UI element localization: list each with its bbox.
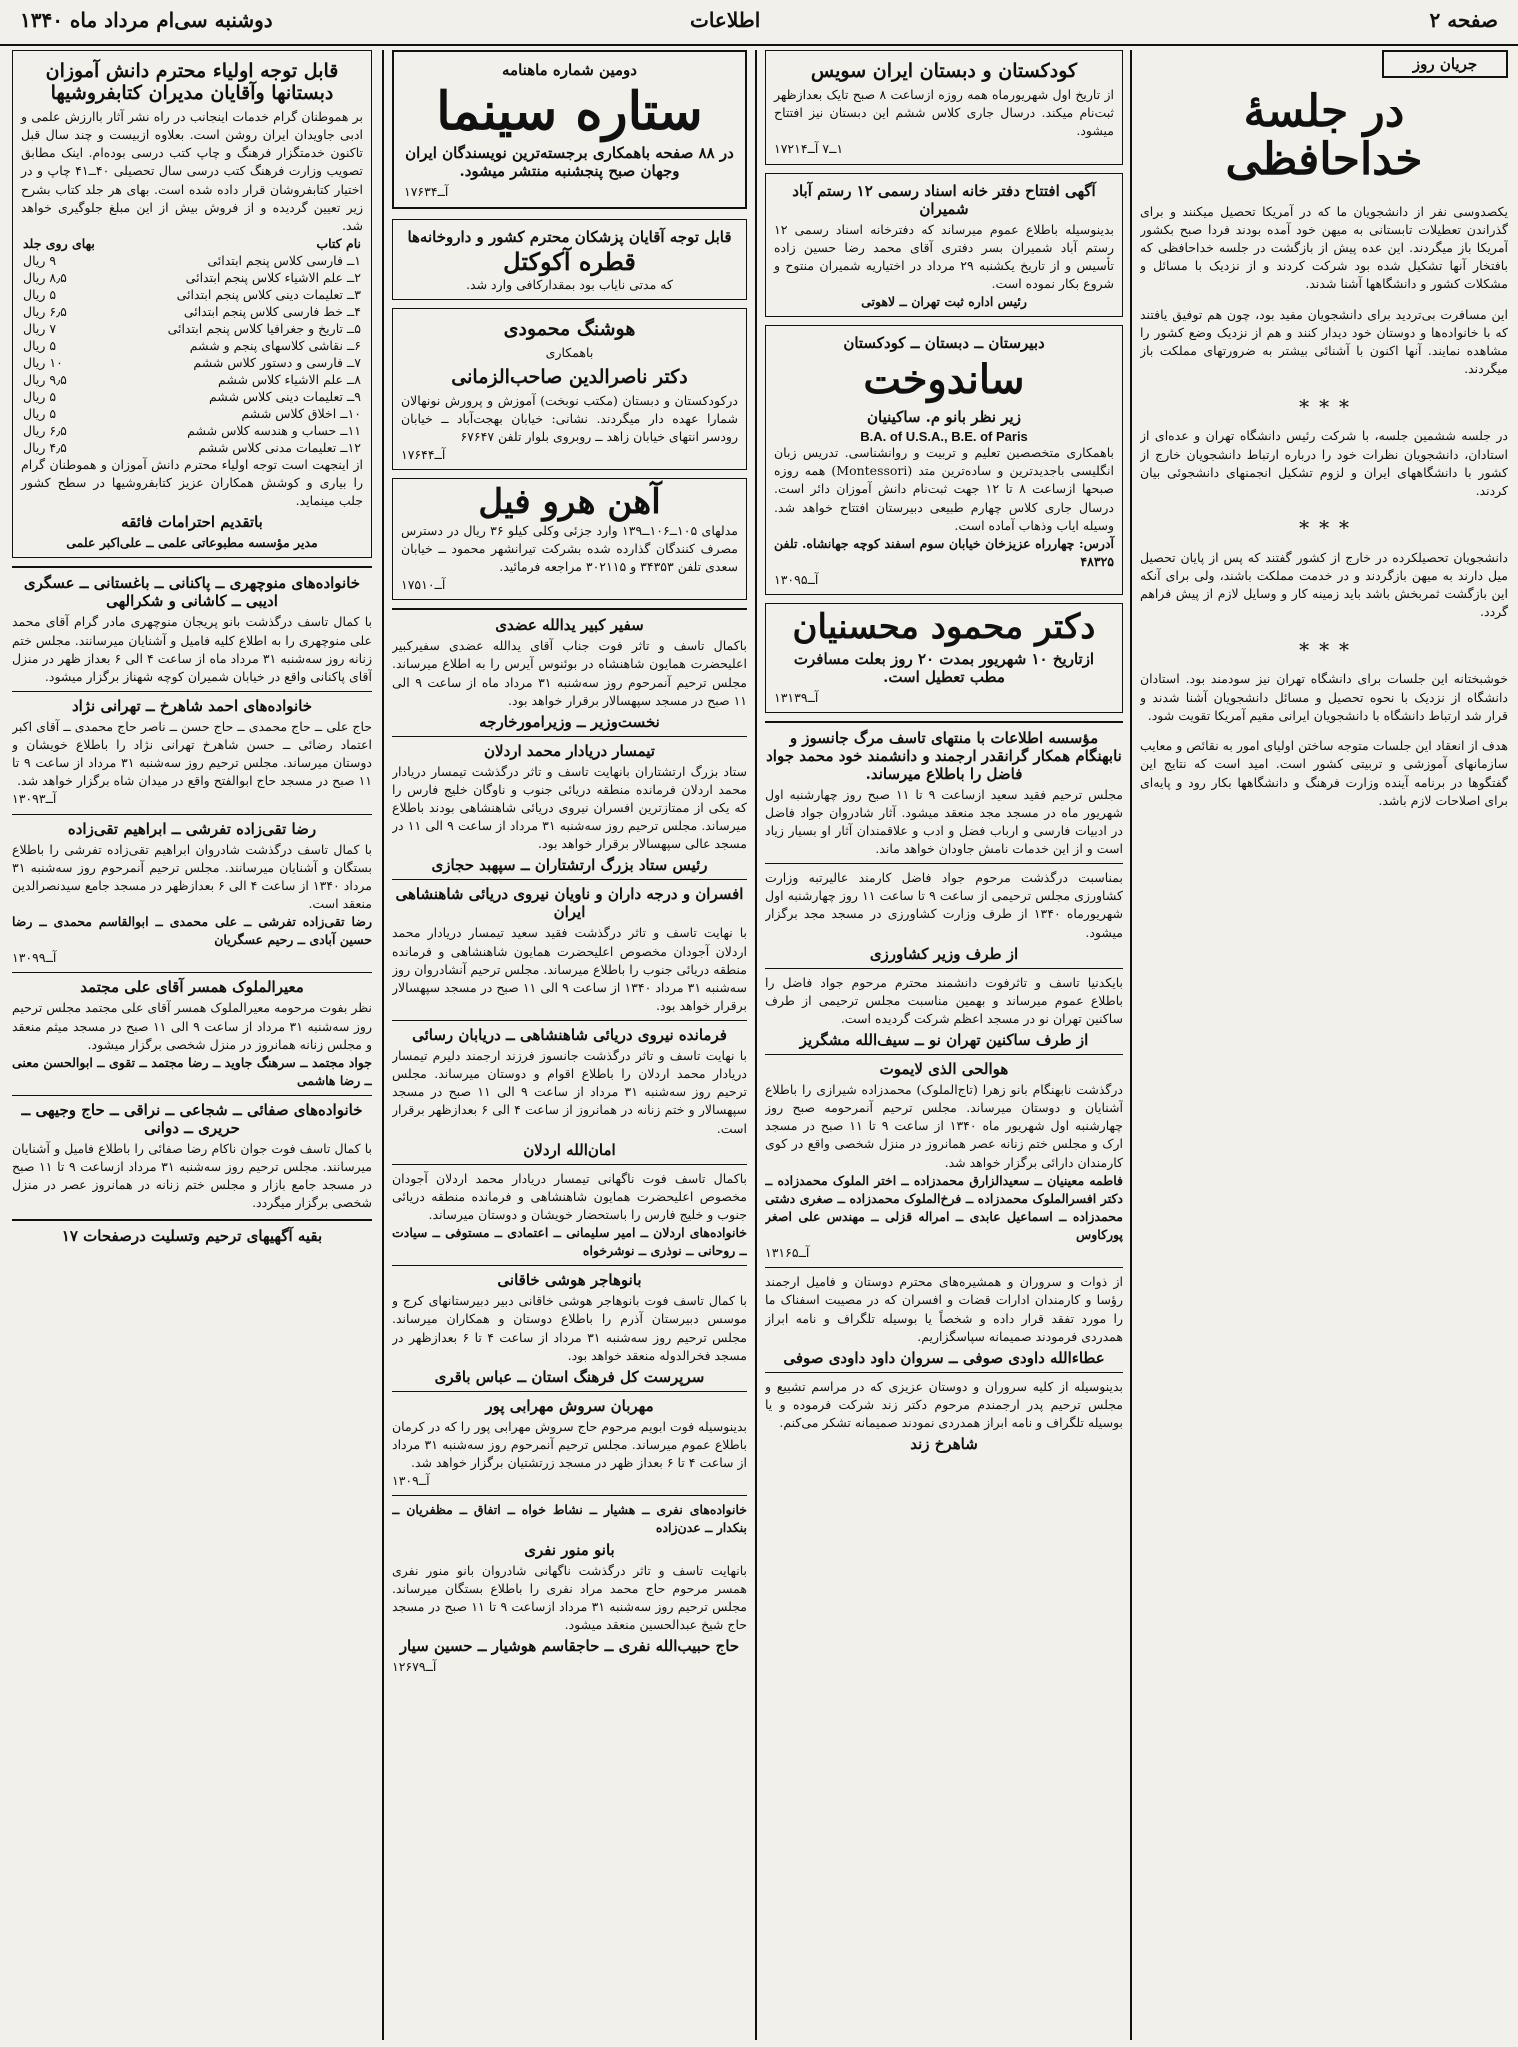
divider: [392, 736, 747, 737]
page-number: صفحه ۲: [1429, 8, 1498, 32]
ad-signature: رئیس اداره ثبت تهران ــ لاهوتی: [861, 294, 1027, 309]
ad-body: در ۸۸ صفحه باهمکاری برجسته‌ترین نویسندگان ایران وجهان صبح پنجشنبه منتشر میشود.: [405, 144, 734, 181]
obituary: [12, 978, 372, 1090]
continued-notice: بقیه آگهیهای ترحیم وتسلیت درصفحات ۱۷: [61, 1226, 323, 1245]
column-header-price: بهای روی جلد: [23, 235, 95, 251]
obituary-names: خانواده‌های اردلان ــ امیر سلیمانی ــ اعتمادی ــ مستوفی ــ سیادت ــ روحانی ــ نوذری ــ نوشرخواه: [392, 1225, 747, 1259]
obituary-body: بانهایت تاسف و تاثر درگذشت ناگهانی شادروان بانو منور نفری همسر مرحوم حاج محمد مراد نفری را باطلاع بستگان میرساند. مجلس ترحیم روز سه‌شنبه ۳۱ مرداد ازساعت ۹ تا ۱۱ صبح در مسجد حاج شیخ عبدالحسین منعقد میشود.: [392, 1562, 747, 1632]
book-price: ۷ ریال: [23, 320, 57, 336]
book-name: ۴ــ خط فارسی کلاس پنجم ابتدائی: [183, 303, 361, 319]
obituary: [392, 885, 747, 1015]
ad-signature: مدیر مؤسسه مطبوعاتی علمی ــ علی‌اکبر علمی: [66, 535, 318, 551]
book-price: ۵ ریال: [23, 337, 57, 353]
obituary-sign: رئیس ستاد بزرگ ارتشتاران ــ سپهبد حجازی: [431, 856, 708, 875]
obituary-body: با کمال تاسف فوت بانوهاجر هوشی خاقانی دبیر دبیرستانهای کرج و موسس دبیرستان آذرم را باطلاع دوستان و همکاران میرساند. مجلس ترحیم روز سه‌شنبه ۳۱ مرداد از ساعت ۴ تا ۶ بعدازظهر در مسجد فخرالدوله منعقد خواهد بود.: [392, 1293, 747, 1363]
book-price: ۵ ریال: [23, 286, 57, 302]
table-row: [21, 269, 363, 286]
obituary: [392, 1397, 747, 1491]
divider: [392, 1391, 747, 1392]
editorial-paragraph: خوشبختانه این جلسات برای دانشگاه تهران نیز سودمند بود. استادان دانشگاه از نزدیک با نحوه تحصیل و مسائل دانشجویان آشنا شدند و قرار شد ارتباط دانشگاه با دانشجویان ایرانی مقیم آمریکا تقویت شود.: [1140, 671, 1508, 723]
obituary-title: مؤسسه اطلاعات با منتهای تاسف مرگ جانسوز و نابهنگام همکار گرانقدر ارجمند و دانشمند خود محمد جواد فاضل را باطلاع میرساند.: [766, 728, 1122, 783]
ad-body: از اینجهت است توجه اولیاء محترم دانش آموزان و هموطنان گرام را بیاری و کوشش همکاران عزیز کتابفروشیها در سطح کشور جلب مینماید.: [21, 456, 363, 509]
obituary-code: آــ۱۳۱۶۵: [765, 1245, 810, 1261]
ad-signature: باتقدیم احترامات فائقه: [121, 513, 263, 532]
divider: [392, 879, 747, 880]
book-rows: [21, 252, 363, 456]
table-row: [21, 388, 363, 405]
book-name: ۸ــ علم الاشیاء کلاس ششم: [218, 371, 361, 387]
obituary-body: با کمال تاسف فوت جوان ناکام رضا صفائی را باطلاع فامیل و آشنایان میرسانند. مجلس ترحیم روز سه‌شنبه ۳۱ مرداد ازساعت ۹ تا ۱۱ صبح در مسجد جامع بازار و مجلس ختم زنانه در همانروز عصر در منزل شخصی برگزار میگردد.: [12, 1141, 372, 1211]
column-editorial: [1140, 50, 1508, 822]
obituary-code: آــ۱۳۰۹۹: [12, 950, 57, 966]
ad-body: که مدتی نایاب بود بمقدارکافی وارد شد.: [466, 276, 673, 292]
ad-title: قابل توجه اولیاء محترم دانش آموزان دبستانها وآقایان مدیران کتابفروشیها: [45, 60, 339, 104]
column-ads-middle: [392, 50, 747, 1676]
obituary-names: خانواده‌های نفری ــ هشیار ــ نشاط خواه ــ اتفاق ــ مظفریان ــ بنکدار ــ عدن‌زاده: [392, 1502, 747, 1536]
obituary-body: بدینوسیله فوت ابویم مرحوم حاج سروش مهرابی پور را که در کرمان باطلاع عموم میرساند. مجلس ترحیم آنمرحوم روز سه‌شنبه ۳۱ مرداد از ساعت ۴ تا ۶ بعداز ظهر در مسجد زرتشتیان برگزار خواهد شد.: [392, 1418, 747, 1471]
book-name: ۹ــ تعلیمات دینی کلاس ششم: [208, 388, 361, 404]
divider: [765, 863, 1123, 864]
book-price: ۸٫۵ ریال: [23, 269, 67, 285]
obituary-title: مهربان سروش مهرابی پور: [485, 1396, 654, 1415]
obituary-body: بایکدنیا تاسف و تاثرفوت دانشمند محترم مرحوم جواد فاضل را باطلاع عموم میرساند و بهمین مناسبت مجلس ترحیمی از طرف ساکنین تهران نو در مسجد اعظم شرکت گردیده است.: [765, 974, 1123, 1026]
obituary-body: بدینوسیله از کلیه سروران و دوستان عزیزی که در مراسم تشییع و مجلس ترحیم پدر ارجمندم مرحوم دکتر زند شرکت فرموده و یا بوسیله تلگراف و نامه ابراز همدردی نمودند صمیمانه تشکر می‌کنم.: [765, 1378, 1123, 1431]
table-row: [21, 439, 363, 456]
book-price: ۶٫۵ ریال: [23, 422, 67, 438]
obituary-body: درگذشت نابهنگام بانو زهرا (تاج‌الملوک) محمدزاده شیرازی را باطلاع آشنایان و دوستان میرساند. مجلس ترحیم آنمرحومه صبح روز چهارشنبه اول شهریور ماه ۱۳۴۰ از ساعت ۹ تا ۱۱ صبح در مسجد ارک و مجلس ختم زنانه عصر همانروز در منزل شخصی واقع در کوی کارمندان دارائی برگزار خواهد شد.: [765, 1082, 1123, 1170]
column-divider: [382, 50, 384, 2040]
obituary: [12, 1101, 372, 1213]
editorial-paragraph: این مسافرت بی‌تردید برای دانشجویان مفید بود، چون هم توفیق یافتند که با خانواده‌ها و دوستان خود دیدار کنند و هم از نزدیک وضع کشور را مشاهده نمایند. آنها اکنون با آشنائی بیشتر به ضرورتهای مملکت باز میگردند.: [1140, 306, 1508, 377]
ad-title: ساندوخت: [863, 356, 1025, 404]
obituary-title: خانواده‌های منوچهری ــ پاکنانی ــ باغستانی ــ عسگری ادیبی ــ کاشانی و شکرالهی: [23, 574, 361, 611]
divider: [765, 721, 1123, 723]
obituary-body: با کمال تاسف درگذشت شادروان ابراهیم تقی‌زاده تفرشی را باطلاع بستگان و آشنایان میرسانند. مجلس ترحیم آنمرحوم روز سه‌شنبه ۳۱ مرداد ۱۳۴۰ از ساعت ۴ الی ۶ بعدازظهر در مسجد جامع سیدنصرالدین منعقد است.: [12, 841, 372, 911]
ad-body: ازتاریخ ۱۰ شهریور بمدت ۲۰ روز بعلت مسافرت مطب تعطیل است.: [793, 649, 1095, 686]
obituary: [392, 1271, 747, 1386]
divider: [765, 1054, 1123, 1055]
table-row: [21, 337, 363, 354]
obituary-sign: امان‌الله اردلان: [523, 1140, 616, 1159]
column-divider: [755, 50, 757, 2040]
ad-magazine: [392, 50, 747, 209]
book-price: ۹٫۵ ریال: [23, 371, 67, 387]
obituary-code: آــ۱۳۰۹: [392, 1473, 430, 1489]
ad-body: درکودکستان و دبستان (مکتب نوبخت) آموزش و پرورش نونهالان شمارا عهده دار میگردند. نشانی: خیابان بهجت‌آباد ــ خیابان رودسر انتهای خیابان زاهد ــ روبروی بلوار تلفن ۶۷۶۴۷: [401, 392, 738, 445]
obituary-body: از ذوات و سروران و همشیره‌های محترم دوستان و فامیل ارجمند رؤسا و کارمندان ادارات قضات و افسران که در مصیبت اسفناک ما را مورد تفقد قرار داده و شخصاً یا بوسیله تلگراف و نامه ابراز همدردی فرمودند صمیمانه سپاسگزاریم.: [765, 1274, 1123, 1344]
obituary-sign: حاج حبیب‌الله نفری ــ حاجقاسم هوشیار ــ حسین سیار: [399, 1637, 740, 1656]
table-header-row: [21, 235, 363, 252]
ad-body: بدینوسیله باطلاع عموم میرساند که دفترخانه اسناد رسمی ۱۲ رستم آباد شمیران بسر دفتری آقای محمد رضا حسین زاده تأسیس و از تاریخ یکشنبه ۲۹ مرداد در اختیاریه شمیران منتوح و شروع بکار نموده است.: [774, 221, 1114, 291]
table-row: [21, 405, 363, 422]
ad-body: مدلهای ۱۰۵ــ۱۰۶ــ۱۳۹ وارد جزئی وکلی کیلو ۳۶ ریال در دسترس مصرف کنندگان گذارده شده بشرکت تیرانشهر محمود ــ خیابان سعدی تلفن ۳۴۳۵۳ و ۳۰۲۱۱۵ مراجعه فرمائید.: [401, 522, 738, 575]
editorial-paragraph: در جلسه ششمین جلسه، با شرکت رئیس دانشگاه تهران و عده‌ای از استادان، دانشجویان نظرات خود را درباره ارتباط دانشجویان خارج از کشور با دانشگاههای ایران و لزوم تشکیل انجمنهای دانشجوئی بیان کردند.: [1140, 428, 1508, 498]
obituary-code: آــ۱۳۰۹۳: [12, 791, 57, 807]
obituary-title: بانو منور نفری: [524, 1540, 615, 1559]
book-price: ۹ ریال: [23, 252, 57, 268]
divider: [392, 1164, 747, 1165]
ad-product: قطره آکوکتل: [503, 247, 636, 277]
ad-doctor: [765, 603, 1123, 713]
table-row: [21, 354, 363, 371]
ad-code: آــ۱۳۰۹۵: [774, 572, 819, 587]
obituary-body: با کمال تاسف درگذشت بانو پریجان منوچهری مادر گرام آقای محمد علی منوچهری را به اطلاع کلیه فامیل و آشنایان میرسانند. مجلس ختم زنانه روز سه‌شنبه ۳۱ مرداد ماه از ساعت ۴ الی ۶ بعداز ظهر در منزل آقای پاکنانی واقع در خیابان شمیران کوچه شهناز برگزار میشود.: [12, 614, 372, 684]
divider: [392, 1495, 747, 1496]
ad-address: آدرس: چهارراه عزیزخان خیابان سوم اسفند کوچه جهانشاه. تلفن ۴۸۳۲۵: [774, 535, 1114, 569]
obituary: [392, 1026, 747, 1159]
ad-body: باهمکاری متخصصین تعلیم و تربیت و روانشناسی. تدریس زبان انگلیسی باجدیدترین و ساده‌ترین متد (Montessori) همه روزه صبحها ازساعت ۸ تا ۱۲ جهت ثبت‌نام دانش آموزان دائر است. درسال جاری کلاس چهارم طبیعی دبیرستان افتتاح خواهد شد. وسیله ایاب وذهاب آماده است.: [774, 445, 1114, 533]
editorial-headline: در جلسهٔ خداحافظی: [1225, 86, 1423, 186]
ad-iron: [392, 478, 747, 600]
ad-title: دکتر محمود محسنیان: [792, 607, 1096, 648]
obituary: [392, 616, 747, 731]
column-ads-right: [765, 50, 1123, 1456]
obituary-sign: از طرف ساکنین تهران نو ــ سیف‌الله مشگریز: [799, 1031, 1089, 1050]
divider: [765, 968, 1123, 969]
ad-subtitle: زیر نظر بانو م. ساکینیان: [867, 408, 1021, 427]
book-name: ۶ــ نقاشی کلاسهای پنجم و ششم: [189, 337, 361, 353]
ad-school-swiss: [765, 50, 1123, 165]
obituary: [12, 697, 372, 809]
section-label-box: [1382, 50, 1508, 78]
table-row: [21, 252, 363, 269]
separator-stars: ∗ ∗ ∗: [1297, 512, 1351, 537]
obituary-sign: عطاءالله داودی صوفی ــ سروان داود داودی صوفی: [783, 1348, 1105, 1367]
ad-code: آــ۱۳۱۳۹: [774, 689, 819, 705]
obituary-title: فرمانده نیروی دریائی شاهنشاهی ــ دریابان رسائی: [412, 1026, 727, 1045]
obituary-body: حاج علی ــ حاج محمدی ــ حاج حسن ــ ناصر حاج محمدی ــ آقای اکبر اعتماد رضائی ــ حسن شاهرخ تهرانی نژاد را باطلاع خویشان و دوستان میرساند. مجلس ترحیم روز سه‌شنبه ۳۱ مرداد از ساعت ۹ تا ۱۱ صبح در مسجد حاج ابوالفتح واقع در میدان شاه برگزار خواهد شد.: [12, 718, 372, 789]
book-price: ۵ ریال: [23, 405, 57, 421]
ad-code: آــ۱۷۶۴۴: [401, 447, 446, 463]
obituary-title: معیرالملوک همسر آقای علی مجتمد: [80, 978, 304, 997]
ad-textbooks: [12, 50, 372, 558]
editorial-paragraph: یکصدوسی نفر از دانشجویان ما که در آمریکا تحصیل میکنند و برای گذراندن تعطیلات تابستانی به میهن خود آمده بودند فردا صبح بکشور آمریکا باز میگردند. این عده پیش از بازگشت در جلسه خداحافظی که بافتخار آنها تشکیل شده بود شرکت کردند و از نزدیک با مسائل و مشکلات کشور و دانشگاهها آشنا شدند.: [1140, 203, 1508, 292]
divider: [765, 1372, 1123, 1373]
column-divider: [1130, 50, 1132, 2040]
ad-title: هوشنگ محمودی: [503, 317, 636, 340]
date-line: دوشنبه سی‌ام مرداد ماه ۱۳۴۰: [20, 8, 273, 32]
ad-drops: [392, 219, 747, 300]
ad-code: آــ۱۷۶۳۴: [404, 184, 449, 200]
book-name: ۱۰ــ اخلاق کلاس ششم: [241, 405, 361, 421]
ad-title: آهن هرو فیل: [478, 482, 661, 523]
obituary-body: بمناسبت درگذشت مرحوم جواد فاضل کارمند عالیرتبه وزارت کشاورزی مجلس ترحیمی از ساعت ۹ تا ساعت ۱۱ روز چهارشنبه اول شهریورماه ۱۳۴۰ از طرف وزارت کشاورزی در مسجد مجد برگزار میشود.: [765, 870, 1123, 940]
obituary: [392, 742, 747, 875]
obituary-title: خانواده‌های احمد شاهرخ ــ تهرانی نژاد: [71, 696, 313, 715]
divider: [12, 1219, 372, 1221]
book-name: ۲ــ علم الاشیاء کلاس پنجم ابتدائی: [185, 269, 361, 285]
table-row: [21, 422, 363, 439]
table-row: [21, 286, 363, 303]
obituary: [765, 974, 1123, 1049]
obituary-sign: نخست‌وزیر ــ وزیرامورخارجه: [479, 712, 660, 731]
obituary-sign: سرپرست کل فرهنگ استان ــ عباس باقری: [434, 1367, 705, 1386]
separator-stars: ∗ ∗ ∗: [1297, 633, 1351, 658]
ad-code: آــ۱۷۵۱۰: [401, 577, 446, 593]
ad-kicker: دومین شماره ماهنامه: [502, 61, 637, 79]
obituary: [392, 1501, 747, 1676]
obituary-body: باکمال تاسف و تاثر فوت جناب آقای یدالله عضدی سفیرکبیر اعلیحضرت همایون شاهنشاه در بوئنوس آیرس را به اطلاع میرساند. مجلس ترحیم آنمرحوم روز سه‌شنبه ۳۱ مرداد ماه از ساعت ۹ الی ۱۱ صبح در مسجد سپهسالار برقرار خواهد بود.: [392, 638, 747, 708]
book-price: ۱۰ ریال: [23, 354, 63, 370]
ad-text: باهمکاری: [545, 344, 594, 360]
obituary-body: با نهایت تاسف و تاثر درگذشت جانسوز فرزند ارجمند دلیرم تیمسار دریادار محمد اردلان را باطلاع اقوام و دوستان میرساند. مجلس ترحیم روز سه‌شنبه ۳۱ مرداد از ساعت ۹ الی ۱۱ صبح در مسجد سپهسالار و ختم زنانه در همانروز از ساعت ۴ الی ۶ بعدازظهر برقرار است.: [392, 1048, 747, 1136]
ad-degrees: B.A. of U.S.A., B.E. of Paris: [860, 429, 1028, 445]
book-name: ۷ــ فارسی و دستور کلاس ششم: [193, 354, 361, 370]
obituary-title: افسران و درجه داران و ناویان نیروی دریائی شاهنشاهی ایران: [395, 885, 744, 922]
paper-name: اطلاعات: [690, 8, 761, 32]
table-row: [21, 320, 363, 337]
ad-body: بر هموطنان گرام خدمات اینجانب در راه نشر آثار باارزش علمی و ادبی جاویدان ایران روشن است. بعلاوه ازبیست و چند سال قبل تاکنون خدمتگزار فرهنگ و چاپ کتب درسی بوده‌ام. اینک مطابق تصویب وزارت فرهنگ کتب درسی سال تحصیلی ۴۰ــ۴۱ چاپ و در اختیار کتابفروشان قرار داده شده است. بهای هر جلد کتاب بشرح زیر تعیین گردیده و از فروش بیش از این مبلغ جلوگیری خواهد شد.: [21, 109, 363, 233]
book-price-table: [21, 235, 363, 456]
ad-notary-office: [765, 173, 1123, 318]
divider: [12, 691, 372, 692]
obituary-body: مجلس ترحیم فقید سعید ازساعت ۹ تا ۱۱ صبح روز چهارشنبه اول شهریور ماه در مسجد مجد منعقد میشود. آثار شادروان جواد فاضل در ادبیات فارسی و ارباب فضل و ادب و علاقمندان آثار او بسیار زیاد است و از این خدمات نامش جاودان خواهد ماند.: [765, 786, 1123, 857]
obituary-title: سفیر کبیر یدالله عضدی: [495, 616, 644, 635]
editorial-paragraph: دانشجویان تحصیلکرده در خارج از کشور گفتند که پس از پایان تحصیل میل دارند به میهن بازگردند و در خدمت مملکت باشند، ولی برای آنکه این بازگشت ثمربخش باشد باید زمینه کار و وسایل لازم از پیش فراهم گردد.: [1140, 549, 1508, 620]
book-price: ۵ ریال: [23, 388, 57, 404]
ad-kindergarten: [392, 308, 747, 471]
obituary-names: رضا تقی‌زاده تفرشی ــ علی محمدی ــ ابوالقاسم محمدی ــ رضا حسین آبادی ــ رحیم عسگریان: [12, 914, 372, 948]
book-name: ۵ــ تاریخ و جغرافیا کلاس پنجم ابتدائی: [167, 320, 361, 336]
column-notices-left: [12, 50, 372, 1248]
table-row: [21, 303, 363, 320]
obituary: [765, 1273, 1123, 1367]
ad-code: ۱ــ۷ آــ۱۷۲۱۴: [774, 141, 844, 157]
ad-kicker: دبیرستان ــ دبستان ــ کودکستان: [843, 334, 1045, 353]
section-label: جریان روز: [1412, 55, 1478, 73]
editorial-paragraph: هدف از انعقاد این جلسات متوجه ساختن اولیای امور به نقائص و معایب سازمانهای آموزشی و تربیتی کشور است. امید است که نتایج این گفتگوها در برنامه آینده وزارت فرهنگ و دانشگاهها بکار رود و پایه‌ای برای اصلاحات لازم باشد.: [1140, 738, 1508, 808]
obituary-names: فاطمه معینیان ــ سعیدالزارق محمدزاده ــ اختر الملوک محمدزاده ــ دکتر افسرالملوک محمدزاده ــ فرخ‌الملوک محمدزاده ــ صغری دشتی محمدزاده ــ اسماعیل عابدی ــ امراله قزلی ــ مهندس علی اصغر پورکاوس: [765, 1172, 1123, 1243]
obituary-body: نظر بفوت مرحومه معیرالملوک همسر آقای علی مجتمد مجلس ترحیم روز سه‌شنبه ۳۱ مرداد از ساعت ۹ الی ۱۱ صبح در مسجد میثم منعقد و مجلس زنانه همانروز در منزل شخصی برگزار میشود.: [12, 1000, 372, 1052]
page-header: [0, 0, 1518, 46]
book-name: ۱۱ــ حساب و هندسه کلاس ششم: [187, 422, 361, 438]
divider: [392, 1020, 747, 1021]
ad-title: ستاره سینما: [436, 81, 703, 142]
ad-title: قابل توجه آقایان پزشکان محترم کشور و داروخانه‌ها: [407, 228, 732, 247]
table-row: [21, 371, 363, 388]
obituary-sign: شاهرخ زند: [910, 1435, 978, 1454]
divider: [12, 1095, 372, 1096]
obituary: [765, 1378, 1123, 1453]
obituary: [765, 869, 1123, 963]
ad-title: آگهی افتتاح دفتر خانه اسناد رسمی ۱۲ رستم آباد شمیران: [792, 181, 1096, 218]
ad-title: کودکستان و دبستان ایران سویس: [810, 60, 1078, 82]
obituary-title: هوالحی الذی لایموت: [879, 1060, 1009, 1079]
obituary: [765, 729, 1123, 859]
book-price: ۴٫۵ ریال: [23, 439, 67, 455]
ad-school-sandokht: [765, 325, 1123, 595]
obituary-body: ستاد بزرگ ارتشتاران بانهایت تاسف و تاثر درگذشت تیمسار دریادار محمد اردلان فرمانده منطقه دریائی جنوب و ناوگان خلیج فارس را که یکی از ممتازترین افسران نیروی دریائی شاهنشاهی بودند باطلاع میرساند. مجلس ترحیم روز سه‌شنبه ۳۱ مرداد از ساعت ۹ الی ۱۱ در مسجد عالی سپهسالار برقرار خواهد بود.: [392, 763, 747, 852]
obituary-body: با نهایت تاسف و تاثر درگذشت فقید سعید تیمسار دریادار محمد اردلان آجودان مخصوص اعلیحضرت همایون شاهنشاهی و فرمانده منطقه دریائی جنوب را باطلاع میرساند. مجلس ترحیم آنشادروان روز سه‌شنبه ۳۱ مرداد ۱۳۴۰ از ساعت ۹ الی ۱۱ صبح در مسجد سپهسالار برقرار خواهد بود.: [392, 925, 747, 1013]
divider: [765, 1267, 1123, 1268]
book-name: ۳ــ تعلیمات دینی کلاس پنجم ابتدائی: [176, 286, 361, 302]
obituary: [765, 1060, 1123, 1262]
obituary: [12, 574, 372, 686]
book-name: ۱ــ فارسی کلاس پنجم ابتدائی: [207, 252, 361, 268]
divider: [392, 608, 747, 610]
book-name: ۱۲ــ تعلیمات مدنی کلاس ششم: [198, 439, 361, 455]
divider: [12, 972, 372, 973]
divider: [392, 1265, 747, 1266]
divider: [12, 566, 372, 568]
book-price: ۶٫۵ ریال: [23, 303, 67, 319]
obituary-code: آــ۱۲۶۷۹: [392, 1659, 437, 1675]
obituary-title: خانواده‌های صفائی ــ شجاعی ــ نراقی ــ حاج وجیهی ــ حریری ــ دوانی: [21, 1101, 363, 1137]
obituary-names: جواد مجتمد ــ سرهنگ جاوید ــ رضا مجتمد ــ تقوی ــ ابوالحسن معنی ــ رضا هاشمی: [12, 1054, 372, 1088]
ad-title: دکتر ناصرالدین صاحب‌الزمانی: [451, 365, 688, 388]
obituary-body: باکمال تاسف فوت ناگهانی تیمسار دریادار محمد اردلان آجودان مخصوص اعلیحضرت همایون شاهنشاهی و فرمانده منطقه دریائی جنوب و خلیج فارس را باستحضار خویشان و دوستان میرساند.: [392, 1170, 747, 1222]
obituary: [392, 1170, 747, 1261]
ad-body: از تاریخ اول شهریورماه همه روزه ازساعت ۸ صبح تایک بعدازظهر ثبت‌نام میکند. درسال جاری کلاس ششم این دبستان نیز افتتاح میشود.: [774, 87, 1114, 139]
obituary: [12, 820, 372, 968]
obituary-title: تیمسار دریادار محمد اردلان: [484, 741, 655, 760]
divider: [12, 814, 372, 815]
obituary-sign: از طرف وزیر کشاورزی: [869, 944, 1019, 963]
obituary-title: بانوهاجر هوشی خاقانی: [497, 1271, 642, 1290]
obituary-title: رضا تقی‌زاده تفرشی ــ ابراهیم تقی‌زاده: [67, 819, 317, 838]
separator-stars: ∗ ∗ ∗: [1297, 390, 1351, 415]
column-header-name: نام کتاب: [316, 235, 361, 251]
